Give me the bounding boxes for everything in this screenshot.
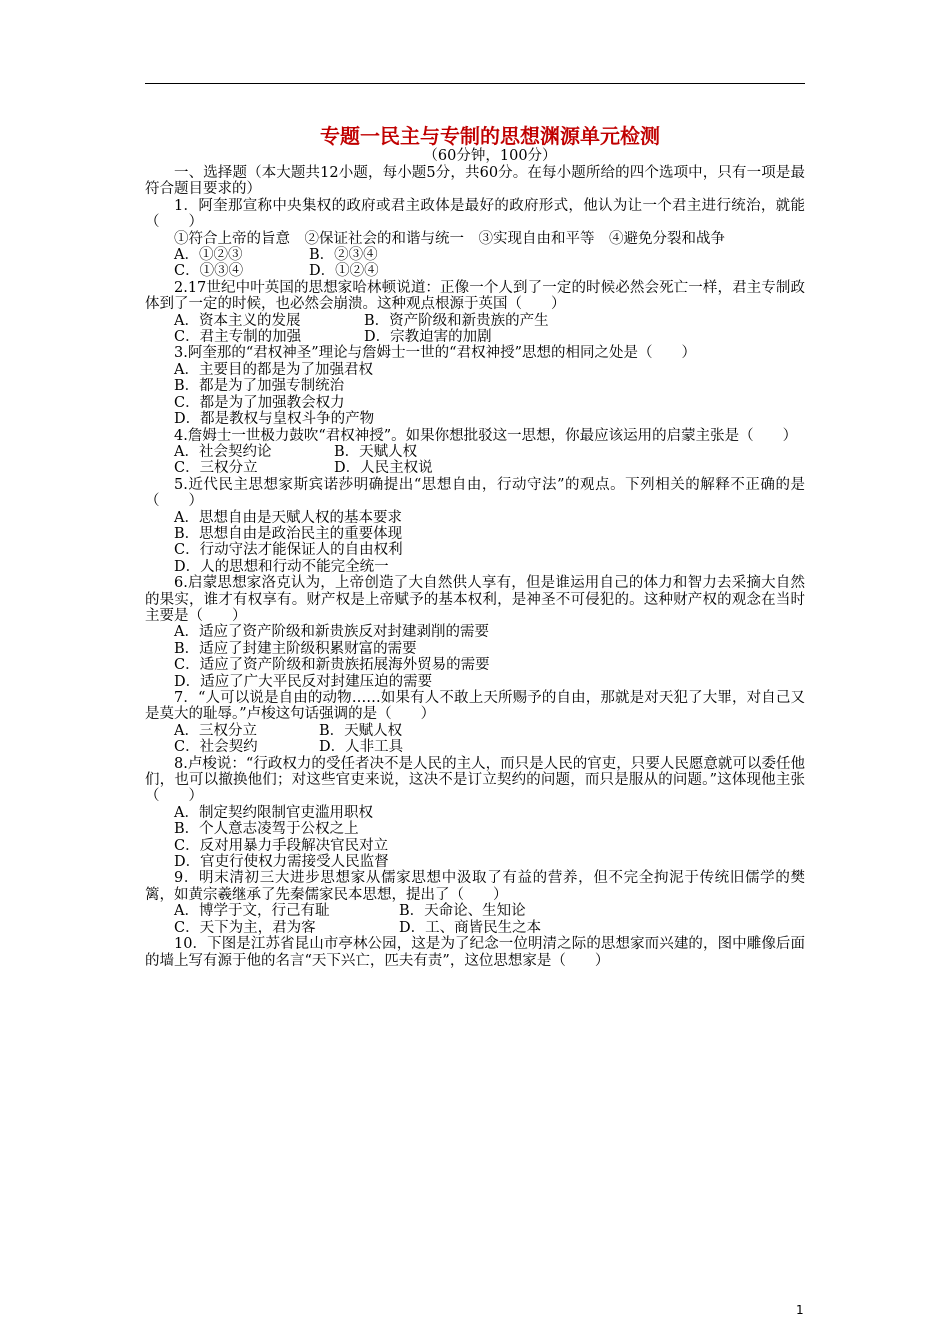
question-1 [145,198,805,280]
page-number: 1 [796,1303,804,1317]
answer-option[interactable]: C．适应了资产阶级和新贵族拓展海外贸易的需要 [174,657,490,674]
question-stem: 7．“人可以说是自由的动物……如果有人不敢上天所赐予的自由，那就是对天犯了大罪，对自己又是莫大的耻辱。”卢梭这句话强调的是（ ） [145,690,805,723]
answer-option[interactable]: D．都是教权与皇权斗争的产物 [174,411,375,428]
option-row [145,313,805,329]
answer-option[interactable]: B．天赋人权 [334,443,418,460]
question-10 [145,936,805,969]
option-row [145,624,805,640]
question-stem: 8.卢梭说：“行政权力的受任者决不是人民的主人，而只是人民的官吏，只要人民愿意就可以委任他们，也可以撤换他们；对这些官吏来说，这决不是订立契约的问题，而只是服从的问题。”这体现他主张（ ） [145,755,805,805]
question-5 [145,477,805,575]
answer-option[interactable]: B．天命论、生知论 [399,903,526,920]
option-row [145,805,805,821]
question-4 [145,428,805,477]
option-row [145,674,805,690]
option-row [145,821,805,837]
answer-option[interactable]: C．天下为主，君为客 [174,919,316,936]
header-rule [145,83,805,84]
question-stem: 2.17世纪中叶英国的思想家哈林顿说道：正像一个人到了一定的时候必然会死亡一样，君主专制政体到了一定的时候，也必然会崩溃。这种观点根源于英国（ ） [145,279,805,313]
option-row [145,559,805,575]
answer-option[interactable]: D．人民主权说 [334,460,433,477]
answer-option[interactable]: C．三权分立 [174,460,258,477]
exam-duration-score: （60分钟，100分） [423,148,557,164]
answer-option[interactable]: C．君主专制的加强 [174,329,302,346]
page-title: 专题一民主与专制的思想渊源单元检测 [320,124,660,148]
answer-option[interactable]: A．适应了资产阶级和新贵族反对封建剥削的需要 [174,624,489,641]
option-row [145,542,805,558]
question-stem: 10．下图是江苏省昆山市亭林公园，这是为了纪念一位明清之际的思想家而兴建的，图中雕像后面的墙上写有源于他的名言“天下兴亡，匹夫有责”，这位思想家是（ ） [145,936,805,969]
answer-option[interactable]: A．博学于文，行己有耻 [174,903,330,920]
question-stem: 1．阿奎那宣称中央集权的政府或君主政体是最好的政府形式，他认为让一个君主进行统治，就能（ ） [145,197,805,231]
answer-option[interactable]: B．②③④ [309,247,378,264]
option-row [145,854,805,870]
question-list [145,198,805,969]
answer-option[interactable]: D．①②④ [309,263,379,280]
question-statements: ①符合上帝的旨意 ②保证社会的和谐与统一 ③实现自由和平等 ④避免分裂和战争 [174,230,725,247]
answer-option[interactable]: D．适应了广大平民反对封建压迫的需要 [174,673,433,690]
section-intro: 一、选择题（本大题共12小题，每小题5分，共60分。在每小题所给的四个选项中，只有一项是最符合题目要求的） [145,165,805,198]
answer-option[interactable]: D．官吏行使权力需接受人民监督 [174,854,389,871]
question-6 [145,575,805,690]
option-row [145,657,805,673]
answer-option[interactable]: B．都是为了加强专制统治 [174,378,345,395]
document-body [145,124,805,969]
answer-option[interactable]: B．思想自由是政治民主的重要体现 [174,525,403,542]
option-row [145,395,805,411]
option-row [145,723,805,739]
option-row [145,510,805,526]
answer-option[interactable]: C．反对用暴力手段解决官民对立 [174,837,389,854]
option-row [145,526,805,542]
option-row [145,641,805,657]
question-9 [145,870,805,936]
answer-option[interactable]: C．行动守法才能保证人的自由权利 [174,542,403,559]
option-row [145,411,805,427]
option-row [145,378,805,394]
answer-option[interactable]: A．社会契约论 [174,443,272,460]
question-stem: 5.近代民主思想家斯宾诺莎明确提出“思想自由，行动守法”的观点。下列相关的解释不正确的是（ ） [145,476,805,510]
answer-option[interactable]: A．三权分立 [174,722,257,739]
answer-option[interactable]: C．①③④ [174,263,244,280]
answer-option[interactable]: D．工、商皆民生之本 [399,919,542,936]
option-row [145,362,805,378]
option-row [145,739,805,755]
answer-option[interactable]: D．人非工具 [319,739,404,756]
answer-option[interactable]: B．个人意志凌驾于公权之上 [174,821,359,838]
answer-option[interactable]: C．都是为了加强教会权力 [174,394,345,411]
question-3 [145,345,805,427]
answer-option[interactable]: C．社会契约 [174,739,258,756]
question-stem: 4.詹姆士一世极力鼓吹“君权神授”。如果你想批驳这一思想，你最应该运用的启蒙主张是（ ） [174,427,798,444]
option-row [145,903,805,919]
answer-option[interactable]: A．资本主义的发展 [174,312,301,329]
answer-option[interactable]: A．制定契约限制官吏滥用职权 [174,804,373,821]
answer-option[interactable]: D．人的思想和行动不能完全统一 [174,558,389,575]
option-row [145,263,805,279]
answer-option[interactable]: A．①②③ [174,247,243,264]
answer-option[interactable]: A．主要目的都是为了加强君权 [174,361,373,378]
question-8 [145,756,805,871]
question-stem: 9．明末清初三大进步思想家从儒家思想中汲取了有益的营养，但不完全拘泥于传统旧儒学的樊篱，如黄宗羲继承了先秦儒家民本思想，提出了（ ） [145,870,805,903]
answer-option[interactable]: A．思想自由是天赋人权的基本要求 [174,509,402,526]
option-row [145,460,805,476]
question-stem: 6.启蒙思想家洛克认为，上帝创造了大自然供人享有，但是谁运用自己的体力和智力去采摘大自然的果实，谁才有权享有。财产权是上帝赋予的基本权利，是神圣不可侵犯的。这种财产权的观念在当时主要是（ ） [145,575,805,624]
answer-option[interactable]: B．适应了封建主阶级积累财富的需要 [174,640,417,657]
answer-option[interactable]: B．资产阶级和新贵族的产生 [364,312,549,329]
option-row [145,444,805,460]
option-row [145,247,805,263]
option-row [145,920,805,936]
question-2 [145,280,805,346]
answer-option[interactable]: D．宗教迫害的加剧 [364,329,492,346]
option-row [145,329,805,345]
answer-option[interactable]: B．天赋人权 [319,722,403,739]
option-row [145,838,805,854]
question-7 [145,690,805,756]
question-stem: 3.阿奎那的“君权神圣”理论与詹姆士一世的“君权神授”思想的相同之处是（ ） [174,345,696,362]
